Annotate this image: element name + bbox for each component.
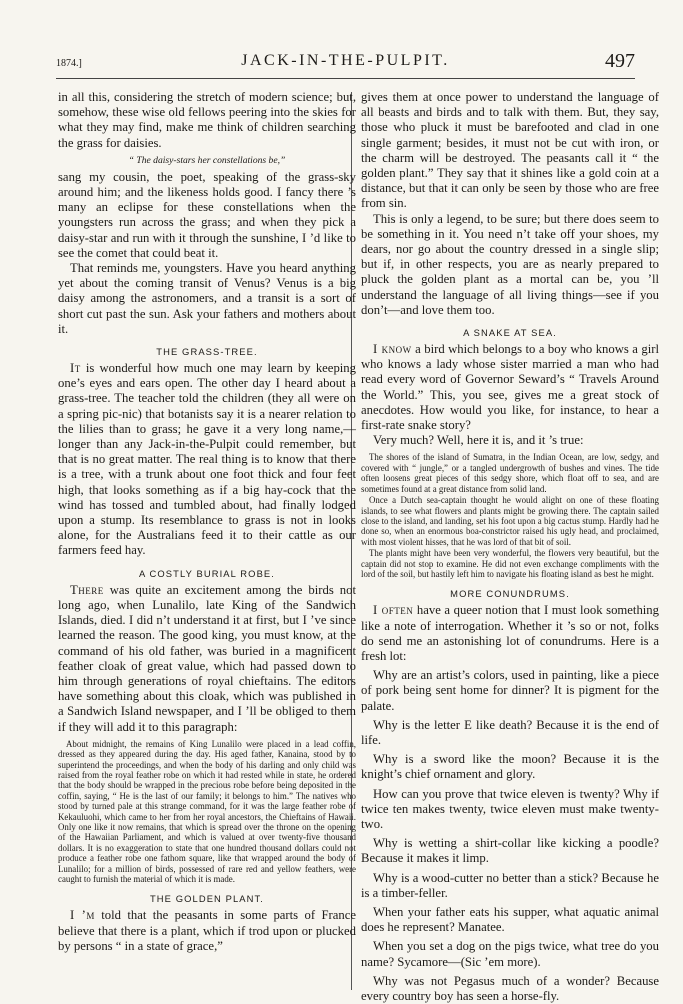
newspaper-excerpt: About midnight, the remains of King Lunalilo were placed in a lead coffin, dressed as they appeared during the day. His aged father, Kanaina, stood by to superintend the proceedings, and when the body of his darling and only child was raised from the royal feather robe on which it had rested while in state, he ordered that the body should be wrapped in the precious robe before being deposited in the coffin, saying, “ He is the last of our family; it belongs to him.” The natives who stood by turned pale at this strange command, for it was the large feather robe of Kekauluohi, which came to her from her royal ancestors, the Chieftains of Hawaii. Only one like it now remains, that which is spread over the throne on the opening of the Hawaiian Parliament, and which is valued at over twenty-five thousand dollars. It is no exaggeration to state that one hundred thousand dollars could not produce a feather robe one fathom square, like that wrapped around the body of Lunalilo; for a million of birds, possessed of rare red and yellow feathers, were caught to furnish the material of which it is made. <box>58 738 356 884</box>
conundrum: When you set a dog on the pigs twice, what tree do you name? Sycamore—(Sic ’em more). <box>361 939 659 969</box>
header-title: JACK-IN-THE-PULPIT. <box>241 52 450 69</box>
lead-word: There <box>70 582 104 597</box>
conundrum: How can you prove that twice eleven is twenty? Why if twice ten makes twenty, twice eleven must make twenty-two. <box>361 786 659 831</box>
paragraph <box>58 583 356 735</box>
conundrum: When your father eats his supper, what aquatic animal does he represent? Manatee. <box>361 905 659 935</box>
conundrum: Why is the letter E like death? Because it is the end of life. <box>361 717 659 747</box>
paragraph-text: is wonderful how much one may learn by keeping one’s eyes and ears open. The other day I heard about a grass-tree. The teacher told the children (they all were on a spring pic-nic) that botanists say it is a nearer relation to the lilies than to grass; he gave it a very long name,—longer than any Jack-in-the-Pulpit could remember, but that is no great matter. The real thing is to know that there is a tree, with a trunk about one foot thick and four feet high, that looks something as if a big hay-cock that the wind has tossed and tumbled about, had finally lodged upon a stump. Its resemblance to grass is not in looks alone, for the Australians feed it to their cattle as our farmers feed hay. <box>58 361 356 558</box>
paragraph-text: have a queer notion that I must look something like a note of interrogation. Whether it ’s so or not, folks do send me an astonishing lot of conundrums. Here is a fresh lot: <box>361 603 659 663</box>
paragraph: Very much? Well, here it is, and it ’s true: <box>373 433 584 448</box>
lead-word: I know <box>373 342 412 357</box>
page-number: 497 <box>605 50 635 72</box>
paragraph <box>361 342 659 433</box>
poem-quote: “ The daisy-stars her constellations be,” <box>128 154 286 166</box>
excerpt-paragraph: Once a Dutch sea-captain thought he would alight on one of these floating islands, to see what flowers and plants might be growing there. The captain sailed close to the island, and landing, set his foot upon a big cactus stump. Hardly had he done so, when an enormous boa-constrictor raised his ugly head, and proclaimed, with most violent hisses, that he was lord of that bit of soil. <box>361 495 659 547</box>
paragraph: gives them at once power to understand the language of all beasts and birds and to talk with them. But, they say, those who pluck it must be barefooted and clad in one single garment; besides, it must not be cut with iron, or the charm will be destroyed. The peasants call it “ the golden plant.” They say that it shines like a gold coin at a distance, but that it can only be seen by those who are free from sin. <box>361 90 659 211</box>
paragraph: in all this, considering the stretch of modern science; but, somehow, these wise old fellows peering into the skies for what they may find, make me think of children searching the grass for daisies. <box>58 90 356 150</box>
lead-word: It <box>70 361 81 376</box>
paragraph <box>58 361 356 559</box>
section-heading-conundrums: MORE CONUNDRUMS. <box>450 588 570 600</box>
running-header <box>56 50 635 79</box>
header-year: 1874.] <box>56 58 82 69</box>
excerpt-paragraph: The plants might have been very wonderful, the flowers very beautiful, but the captain did not stop to examine. He did not even exchange compliments with the lord of the soil, but hastily left him to navigate his floating island as best he might. <box>361 548 659 579</box>
section-heading-grass-tree: THE GRASS-TREE. <box>156 346 258 358</box>
section-heading-burial-robe: A COSTLY BURIAL ROBE. <box>139 567 275 579</box>
paragraph <box>58 908 356 954</box>
section-heading-golden-plant: THE GOLDEN PLANT. <box>149 893 265 905</box>
paragraph-text: a bird which belongs to a boy who knows a girl who knows a lady whose sister married a man who had read every word of Governor Seward’s “ Travels Around the World.” This, you see, gives me a great stock of anecdotes. How would you like, for instance, to hear a first-rate snake story? <box>361 342 660 433</box>
section-heading-snake: A SNAKE AT SEA. <box>463 327 557 339</box>
right-column <box>361 90 660 1004</box>
excerpt-paragraph: The shores of the island of Sumatra, in the Indian Ocean, are low, sedgy, and covered with “ jungle,” or a tangled undergrowth of bushes and vines. The tide often loosens great pieces of this sedgy shore, which float off to sea, and are sometimes found at a great distance from solid land. <box>361 452 659 494</box>
paragraph-text: was quite an excitement among the birds not long ago, when Lunalilo, late King of the Sandwich Islands, died. I did n’t understand it at first, but I ’ve since learned the reason. The good king, you must know, at the command of his old father, was buried in a magnificent feather cloak of great value, which had passed down to him through generations of royal chieftains. The editors have something about this cloak, which was published in a Sandwich Island newspaper, and I ’ll be obliged to them if they will add it to this paragraph: <box>58 582 356 734</box>
paragraph: That reminds me, youngsters. Have you heard anything yet about the coming transit of Venus? Venus is a big daisy among the astronomers, and a transit is a sort of short cut past the sun. Ask your fathers and mothers about it. <box>58 261 356 336</box>
left-column <box>58 90 356 992</box>
conundrum: Why is wetting a shirt-collar like kicking a poodle? Because it makes it limp. <box>361 836 659 866</box>
paragraph <box>361 603 659 664</box>
lead-word: I often <box>373 603 414 618</box>
paragraph: This is only a legend, to be sure; but there does seem to be something in it. You need n’t take off your shoes, my dears, nor go about the country dressed in a single slip; but if, in other respects, you are as nearly prepared to pluck the golden plant as a mortal can be, you ’ll understand the language of all living things—see if you don’t—and love them too. <box>361 211 659 317</box>
paragraph: sang my cousin, the poet, speaking of the grass-sky around him; and the likeness holds good. I fancy there ’s many an eclipse for these constellations when the youngsters run across the grass; and when they pick a daisy-star and run with it through the sunshine, I ’d like to see the comet that could beat it. <box>58 169 356 260</box>
paragraph-text: told that the peasants in some parts of France believe that there is a plant, which if trod upon or plucked by persons “ in a state of grace,” <box>58 908 356 953</box>
conundrum: Why is a wood-cutter no better than a stick? Because he is a timber-feller. <box>361 870 659 900</box>
lead-word: I ’m <box>70 908 95 923</box>
conundrum: Why are an artist’s colors, used in painting, like a piece of pork being sent home for dinner? It is pigment for the palate. <box>361 668 659 713</box>
conundrum: Why is a sword like the moon? Because it is the knight’s chief ornament and glory. <box>361 752 659 782</box>
conundrum: Why was not Pegasus much of a wonder? Because every country boy has seen a horse-fly. <box>361 973 659 1004</box>
